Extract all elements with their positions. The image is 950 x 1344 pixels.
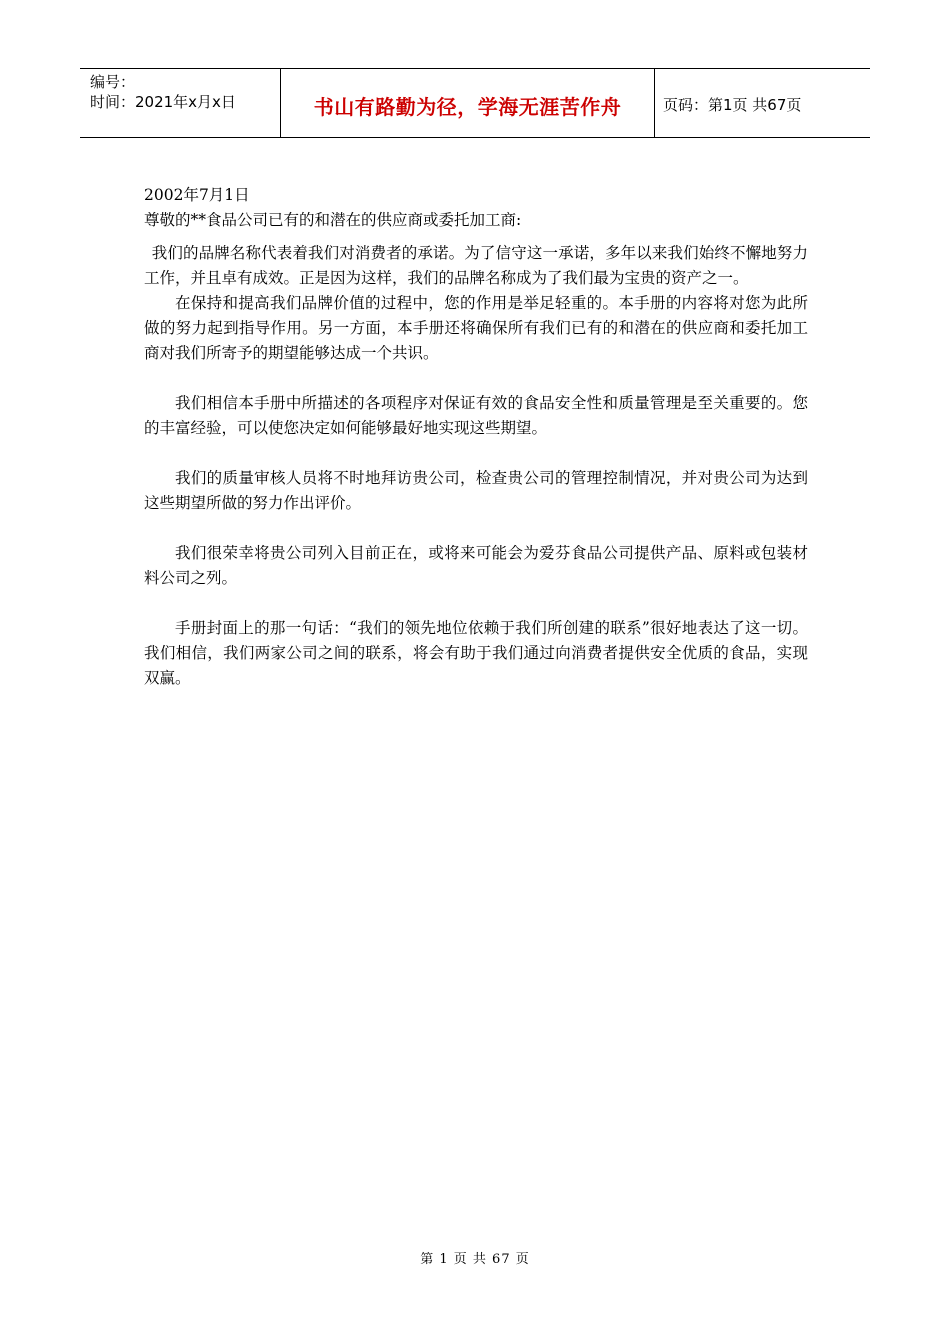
page-header: [80, 68, 870, 138]
header-motto: 书山有路勤为径，学海无涯苦作舟: [313, 94, 622, 119]
letter-salutation: 尊敬的**食品公司已有的和潜在的供应商或委托加工商:: [144, 211, 522, 229]
header-page-info: 页码：第1页 共67页: [663, 95, 802, 114]
paragraph: 我们的质量审核人员将不时地拜访贵公司，检查贵公司的管理控制情况，并对贵公司为达到这些期望所做的努力作出评价。: [144, 469, 808, 512]
paragraph: 我们相信本手册中所描述的各项程序对保证有效的食品安全性和质量管理是至关重要的。您的丰富经验，可以使您决定如何能够最好地实现这些期望。: [144, 394, 808, 437]
paragraph: 我们很荣幸将贵公司列入目前正在，或将来可能会为爱芬食品公司提供产品、原料或包装材料公司之列。: [144, 544, 808, 587]
letter-body: [144, 183, 808, 691]
paragraph: 我们的品牌名称代表着我们对消费者的承诺。为了信守这一承诺，多年以来我们始终不懈地努力工作，并且卓有成效。正是因为这样，我们的品牌名称成为了我们最为宝贵的资产之一。: [144, 244, 808, 287]
document-date: 时间：2021年x月x日: [90, 93, 236, 111]
letter-date: 2002年7月1日: [144, 186, 250, 204]
header-motto-cell: [281, 69, 655, 137]
header-meta: [80, 69, 281, 137]
document-number-label: 编号：: [90, 73, 136, 91]
paragraph: 手册封面上的那一句话：“我们的领先地位依赖于我们所创建的联系”很好地表达了这一切。我们相信，我们两家公司之间的联系，将会有助于我们通过向消费者提供安全优质的食品，实现双赢。: [144, 619, 808, 687]
page-footer: 第 1 页 共 67 页: [420, 1252, 530, 1267]
paragraph: 在保持和提高我们品牌价值的过程中，您的作用是举足轻重的。本手册的内容将对您为此所做的努力起到指导作用。另一方面，本手册还将确保所有我们已有的和潜在的供应商和委托加工商对我们所寄予的期望能够达成一个共识。: [144, 294, 808, 362]
